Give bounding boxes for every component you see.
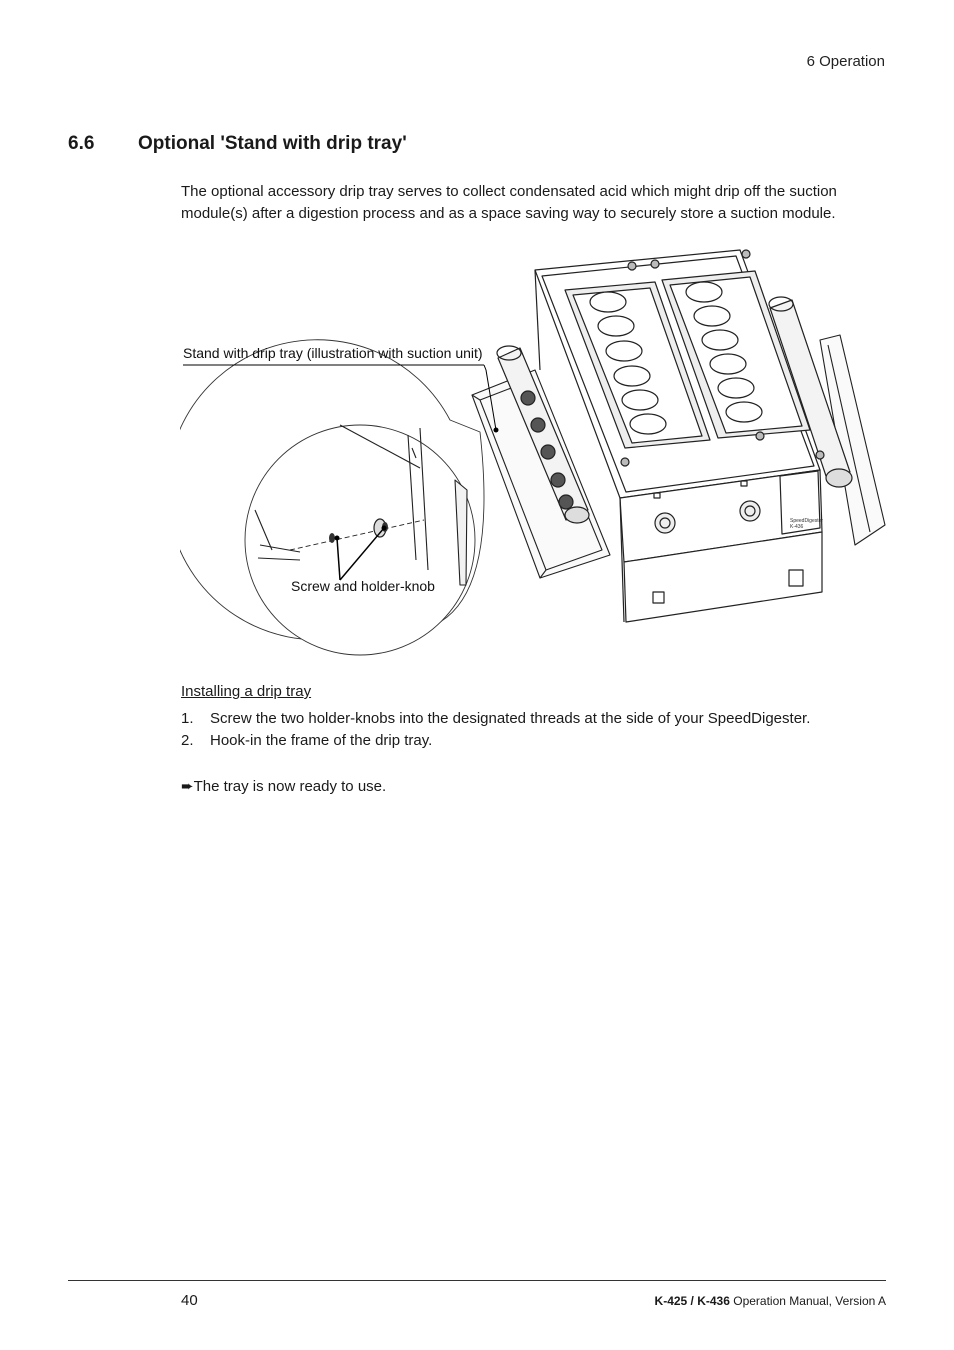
footer-doc-title: Operation Manual, Version A: [729, 1294, 886, 1308]
footer-divider: [68, 1280, 886, 1281]
install-step: [181, 710, 810, 727]
digester-top: [535, 250, 824, 498]
callout-stand-label: Stand with drip tray (illustration with suction unit): [183, 345, 483, 361]
step-number: 1.: [181, 710, 194, 727]
callout-screw-label: Screw and holder-knob: [291, 578, 435, 594]
footer-model: K-425 / K-436: [654, 1294, 730, 1308]
arrow-icon: ➨: [181, 778, 194, 795]
step-text: Hook-in the frame of the drip tray.: [210, 732, 433, 749]
section-title: Optional 'Stand with drip tray': [138, 133, 407, 154]
step-number: 2.: [181, 732, 194, 749]
device-label-2: K-436: [790, 524, 804, 530]
device-label-1: SpeedDigester: [790, 518, 824, 524]
step-text: Screw the two holder-knobs into the designated threads at the side of your SpeedDigester.: [210, 710, 811, 727]
install-step: [181, 732, 432, 749]
device-illustration: [180, 240, 900, 670]
result-text: The tray is now ready to use.: [193, 778, 387, 795]
detail-magnifier: [180, 340, 484, 655]
install-heading: Installing a drip tray: [181, 683, 312, 700]
footer-document-title: [655, 1294, 886, 1308]
result-line: [181, 777, 386, 795]
page-number: 40: [181, 1292, 198, 1309]
intro-paragraph: The optional accessory drip tray serves to collect condensated acid which might drip off the suction module(s) after a digestion process and as a space saving way to securely store a suction module.: [181, 183, 837, 222]
section-number: 6.6: [68, 133, 95, 154]
running-header: 6 Operation: [806, 53, 885, 70]
